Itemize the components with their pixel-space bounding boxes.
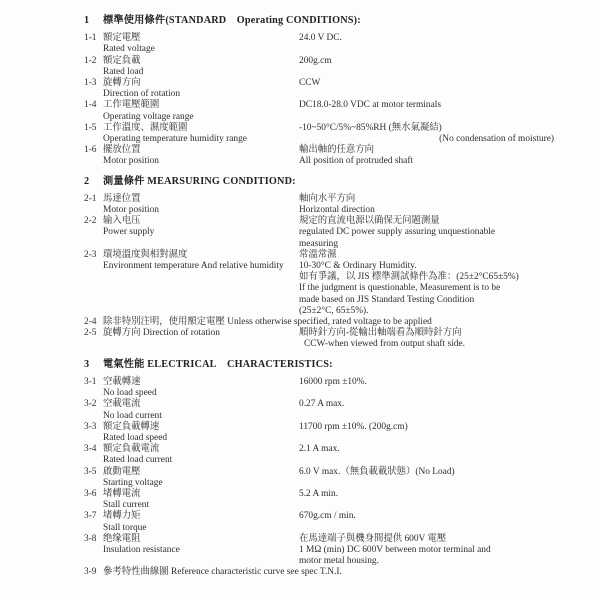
item-value-line: CCW-when viewed from output shaft side. [304, 339, 465, 350]
item-label-en: No load speed [103, 388, 157, 399]
item-value [299, 56, 554, 78]
item-label [103, 33, 299, 55]
item-label [103, 422, 299, 444]
item-number: 2-4 [84, 317, 97, 328]
item-value-line: made based on JIS Standard Testing Condition [299, 294, 475, 305]
item-number: 3-6 [84, 488, 97, 499]
item-label-zh: 額定負載 [103, 55, 141, 66]
item-value [299, 328, 554, 350]
item-label-en: Power supply [103, 227, 155, 238]
item-label-zh: 額定負載電流 [103, 444, 160, 455]
item-label-bilingual: 旋轉方向 Direction of rotation [103, 328, 220, 339]
item-number: 2-1 [84, 193, 97, 204]
item-value-line: CCW [299, 78, 321, 89]
item-value-line: (No condensation of moisture) [439, 134, 554, 145]
item-value-line: 規定的直流电源以确保无问题测量 [299, 216, 440, 227]
item-value [299, 489, 554, 511]
item-label [103, 78, 299, 100]
item-label [103, 534, 299, 568]
item-value-line: measuring [299, 238, 339, 249]
item-number: 1-5 [84, 122, 97, 133]
item-value-line: 0.27 A max. [299, 399, 345, 410]
spec-item-3-3 [84, 422, 554, 444]
item-number: 3-1 [84, 376, 97, 387]
spec-item-2-1 [84, 194, 554, 216]
spec-item-2-2 [84, 216, 554, 250]
item-label-en: Environment temperature And relative humidity [103, 261, 284, 272]
item-value [299, 444, 554, 466]
item-label-en: Insulation resistance [103, 544, 180, 555]
item-value [299, 399, 554, 421]
item-number: 1-3 [84, 78, 97, 89]
item-value [299, 467, 554, 489]
item-label-en: Direction of rotation [103, 89, 181, 100]
spec-item-2-3 [84, 250, 554, 317]
item-label-zh: 堵轉電流 [103, 488, 141, 499]
item-value-line: 24.0 V DC. [299, 33, 342, 44]
item-value-line: DC18.0-28.0 VDC at motor terminals [299, 100, 442, 111]
item-value-line: 10-30°C & Ordinary Humidity. [299, 261, 417, 272]
item-value-line: Horizontal direction [299, 205, 375, 216]
item-label [103, 511, 299, 533]
item-label-zh: 空載轉速 [103, 376, 141, 387]
item-value-line: (25±2°C, 65±5%). [299, 305, 369, 316]
item-number: 3-2 [84, 399, 97, 410]
item-value-line: 200g.cm [299, 55, 332, 66]
item-label-zh: 堵轉力矩 [103, 511, 141, 522]
item-label-en: Stall torque [103, 522, 147, 533]
item-label [103, 56, 299, 78]
item-value-line: 順時針方向-從輸出軸端看為順時針方向 [299, 328, 462, 339]
item-label [103, 194, 299, 216]
item-number: 2-2 [84, 216, 97, 227]
item-value-line: motor metal housing. [299, 556, 379, 567]
section-1-number: 1 [84, 15, 90, 26]
item-number: 3-4 [84, 444, 97, 455]
section-1-title: 標準使用條件(STANDARD Operating CONDITIONS): [103, 15, 361, 26]
section-3-title: 電氣性能 ELECTRICAL CHARACTERISTICS: [103, 358, 333, 370]
item-label [103, 145, 299, 167]
section-1-header [84, 15, 554, 26]
item-label-zh: 環境溫度與相對濕度 [103, 249, 188, 260]
item-label-en: Stall current [103, 500, 150, 511]
item-label-en: Motor position [103, 205, 159, 216]
section-3-number: 3 [84, 358, 90, 370]
item-label-zh: 输入电压 [103, 216, 141, 227]
item-number: 2-5 [84, 328, 97, 339]
item-value-line: 輸出軸的任意方向 [299, 145, 375, 156]
item-label-zh: 額定電壓 [103, 33, 141, 44]
spec-item-1-4 [84, 100, 554, 122]
spec-item-3-8 [84, 534, 554, 568]
item-value [299, 216, 554, 250]
item-value [299, 511, 554, 533]
spec-item-1-2 [84, 56, 554, 78]
item-number: 1-6 [84, 145, 97, 156]
item-number: 2-3 [84, 249, 97, 260]
item-fulltext: 除非特別注明，使用額定電壓 Unless otherwise specified, rated voltage to be applied [103, 317, 432, 328]
item-label-zh: 馬達位置 [103, 193, 141, 204]
section-3-header [84, 359, 554, 370]
item-label [103, 467, 299, 489]
item-value-line: 16000 rpm ±10%. [299, 376, 367, 387]
item-value [299, 534, 554, 568]
item-number: 1-2 [84, 55, 97, 66]
item-label-zh: 工作溫度、濕度範圍 [103, 122, 188, 133]
item-value [299, 100, 554, 122]
item-label-en: Rated voltage [103, 44, 155, 55]
item-label [103, 489, 299, 511]
item-value [299, 250, 554, 317]
spec-item-3-9 [84, 567, 554, 578]
item-value [299, 123, 554, 145]
item-number: 3-8 [84, 533, 97, 544]
item-value-line: 如有爭議，以 JIS 標準測試條件為准：(25±2°C65±5%) [299, 272, 519, 283]
item-label-zh: 工作電壓範圍 [103, 100, 160, 111]
item-value-line: 11700 rpm ±10%. (200g.cm) [299, 421, 408, 432]
item-label [103, 399, 299, 421]
item-label-en: Operating temperature humidity range [103, 134, 247, 145]
item-number: 3-9 [84, 567, 97, 578]
item-value [299, 33, 554, 55]
spec-item-3-1 [84, 377, 554, 399]
item-label-en: Starting voltage [103, 477, 163, 488]
item-value-line: 670g.cm / min. [299, 511, 356, 522]
section-2-header [84, 176, 554, 187]
item-fulltext: 參考特性曲線圖 Reference characteristic curve see spec T.N.I. [103, 567, 342, 578]
item-label [103, 328, 299, 350]
item-label-zh: 旋轉方向 [103, 78, 141, 89]
item-value-line: 6.0 V max.（無負載載狀態）(No Load) [299, 466, 455, 477]
item-number: 1-1 [84, 33, 97, 44]
item-label-zh: 額定負載轉速 [103, 421, 160, 432]
item-value [299, 145, 554, 167]
spec-item-2-5 [84, 328, 554, 350]
item-label-zh: 擺放位置 [103, 145, 141, 156]
spec-item-2-4 [84, 317, 554, 328]
item-label-en: No load current [103, 410, 162, 421]
section-2-number: 2 [84, 175, 90, 187]
section-2-title: 測量條件 MEARSURING CONDITIOND: [103, 175, 296, 187]
item-value-line: 軸向水平方向 [299, 193, 356, 204]
spec-item-3-5 [84, 467, 554, 489]
item-value-line: regulated DC power supply assuring unquestionable [299, 227, 496, 238]
spec-item-3-2 [84, 399, 554, 421]
spec-item-3-4 [84, 444, 554, 466]
item-value [299, 78, 554, 100]
item-label [103, 100, 299, 122]
item-label-en: Rated load current [103, 455, 173, 466]
item-value-line: 在馬達端子與機身間提供 600V 電壓 [299, 533, 447, 544]
item-label-en: Motor position [103, 156, 159, 167]
item-label-zh: 绝缘電阻 [103, 533, 141, 544]
item-label [103, 216, 299, 250]
spec-item-1-5 [84, 123, 554, 145]
spec-item-1-1 [84, 33, 554, 55]
item-value-line: -10~50°C/5%~85%RH (無水氣凝結) [299, 122, 442, 133]
item-label-en: Rated load [103, 66, 144, 77]
item-label [103, 377, 299, 399]
item-value [299, 377, 554, 399]
spec-item-3-7 [84, 511, 554, 533]
item-label [103, 444, 299, 466]
item-number: 3-5 [84, 466, 97, 477]
item-value-line: 2.1 A max. [299, 444, 340, 455]
item-number: 3-3 [84, 421, 97, 432]
item-value-line: 1 MΩ (min) DC 600V between motor terminal and [299, 544, 491, 555]
item-label-en: Rated load speed [103, 432, 168, 443]
item-number: 3-7 [84, 511, 97, 522]
item-label [103, 123, 299, 145]
item-value [299, 194, 554, 216]
item-label-zh: 空載電流 [103, 399, 141, 410]
item-label-en: Operating voltage range [103, 111, 194, 122]
item-value [299, 422, 554, 444]
spec-item-1-6 [84, 145, 554, 167]
spec-item-1-3 [84, 78, 554, 100]
item-value-line: 5.2 A min. [299, 488, 339, 499]
spec-item-3-6 [84, 489, 554, 511]
item-label [103, 250, 299, 317]
item-label-zh: 啟動電壓 [103, 466, 141, 477]
item-value-line: If the judgment is questionable, Measurement is to be [299, 283, 501, 294]
item-value-line: 常溫常濕 [299, 249, 337, 260]
item-number: 1-4 [84, 100, 97, 111]
item-value-line: All position of protruded shaft [299, 156, 414, 167]
